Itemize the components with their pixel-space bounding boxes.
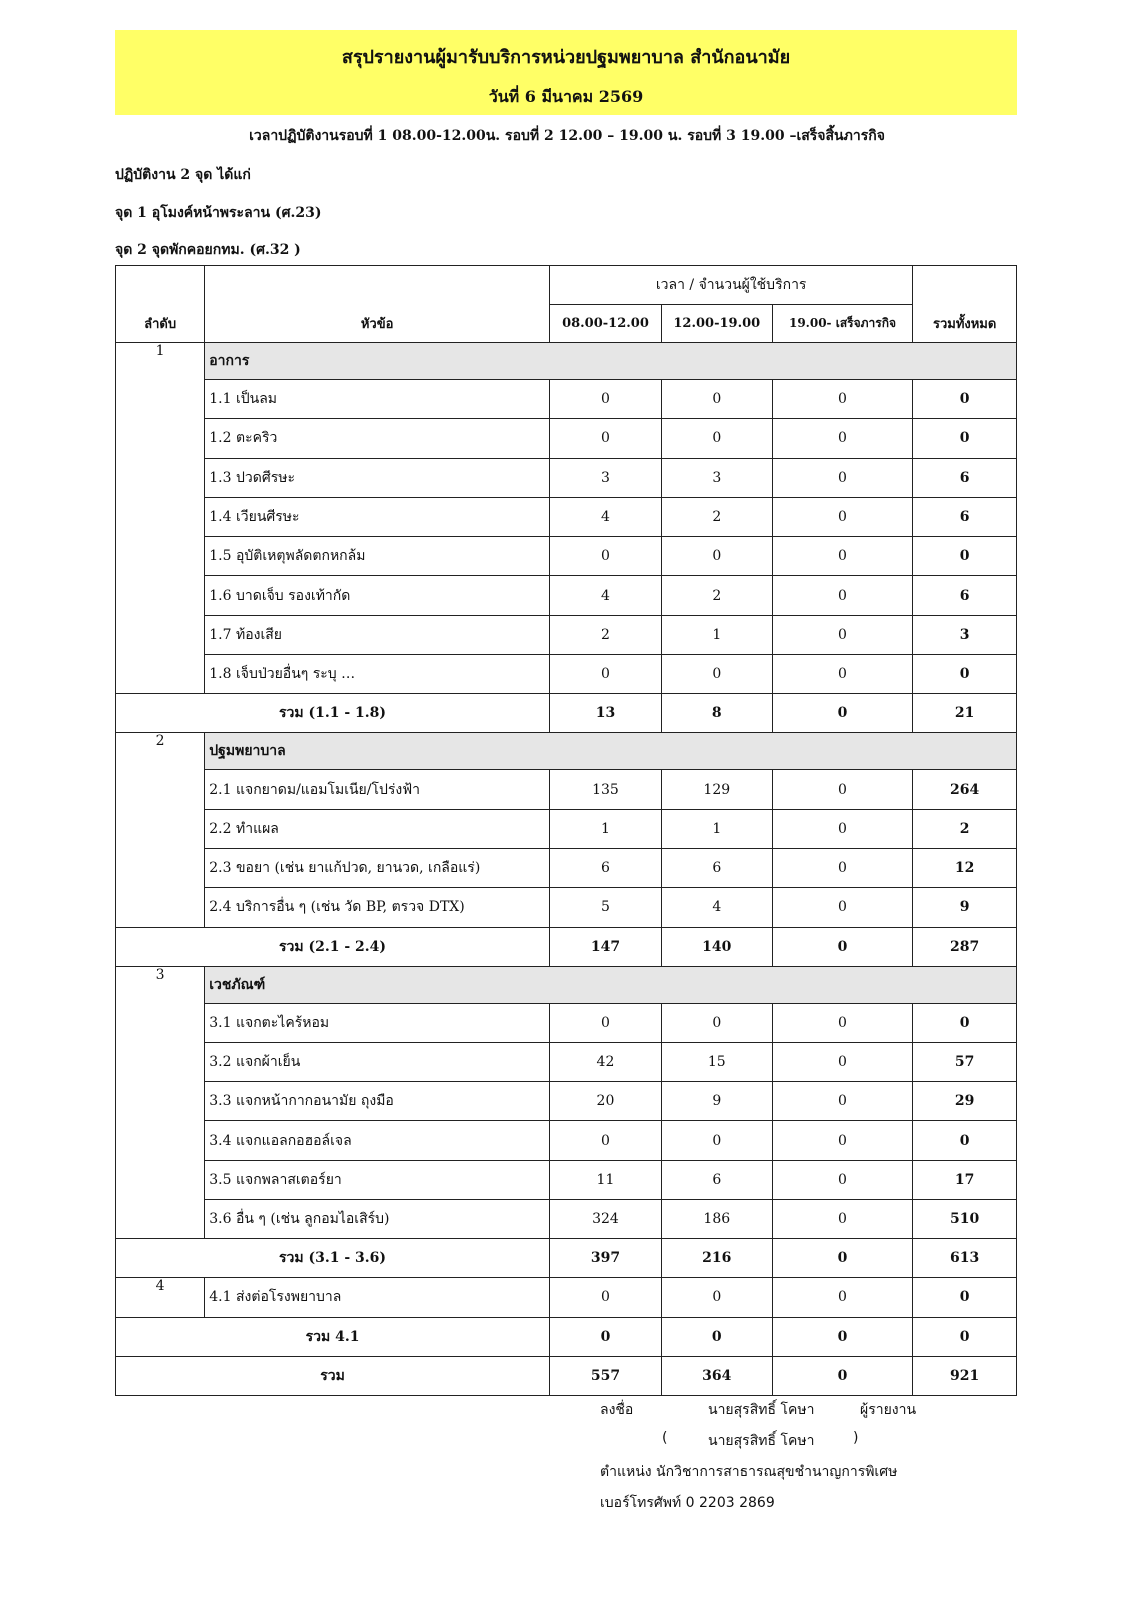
subtotal-row xyxy=(116,927,1017,966)
item-label: 3.6 อื่น ๆ (เช่น ลูกอมไอเสิร์บ) xyxy=(205,1200,550,1239)
shift-1-count: 2 xyxy=(550,615,662,654)
shift-3-count: 0 xyxy=(772,770,913,809)
service-point-2: จุด 2 จุดพักคอยกทม. (ศ.32 ) xyxy=(115,242,301,258)
subtotal-shift-2: 0 xyxy=(661,1317,772,1356)
subtotal-label: รวม (2.1 - 2.4) xyxy=(116,927,550,966)
shift-2-count: 0 xyxy=(661,419,772,458)
signer-position: ตำแหน่ง นักวิชาการสาธารณสุขชำนาญการพิเศษ xyxy=(600,1464,898,1480)
shift-1-count: 135 xyxy=(550,770,662,809)
shift-2-count: 0 xyxy=(661,1121,772,1160)
subtotal-shift-3: 0 xyxy=(772,1317,913,1356)
table-row xyxy=(116,576,1017,615)
row-total: 3 xyxy=(913,615,1017,654)
shift-1-count: 0 xyxy=(550,419,662,458)
report-date: วันที่ 6 มีนาคม 2569 xyxy=(488,87,644,106)
item-label: 2.1 แจกยาดม/แอมโมเนีย/โปร่งฟ้า xyxy=(205,770,550,809)
shift-2-count: 129 xyxy=(661,770,772,809)
signer-phone: เบอร์โทรศัพท์ 0 2203 2869 xyxy=(600,1495,775,1511)
subtotal-total: 613 xyxy=(913,1239,1017,1278)
shift-2-count: 3 xyxy=(661,458,772,497)
shift-3-count: 0 xyxy=(772,1042,913,1081)
item-label: 2.2 ทำแผล xyxy=(205,809,550,848)
col-header-total: รวมทั้งหมด xyxy=(913,266,1017,343)
paren-close: ) xyxy=(853,1430,859,1446)
grand-total-shift-3: 0 xyxy=(772,1356,913,1395)
shift-2-count: 6 xyxy=(661,1160,772,1199)
row-total: 6 xyxy=(913,497,1017,536)
shift-1-count: 11 xyxy=(550,1160,662,1199)
shift-2-count: 1 xyxy=(661,809,772,848)
row-total: 0 xyxy=(913,655,1017,694)
shift-1-count: 0 xyxy=(550,1121,662,1160)
shift-2-count: 0 xyxy=(661,537,772,576)
shift-1-count: 4 xyxy=(550,497,662,536)
report-title: สรุปรายงานผู้มารับบริการหน่วยปฐมพยาบาล สำนักอนามัย xyxy=(341,47,791,68)
shift-2-count: 9 xyxy=(661,1082,772,1121)
grand-total-shift-1: 557 xyxy=(550,1356,662,1395)
signature-label: ลงชื่อ xyxy=(600,1402,634,1418)
shift-3-count: 0 xyxy=(772,888,913,927)
shift-3-count: 0 xyxy=(772,1160,913,1199)
subtotal-row xyxy=(116,694,1017,733)
table-row xyxy=(116,770,1017,809)
col-header-topic: หัวข้อ xyxy=(205,266,550,343)
subtotal-shift-2: 8 xyxy=(661,694,772,733)
shift-2-count: 0 xyxy=(661,380,772,419)
shift-3-count: 0 xyxy=(772,458,913,497)
grand-total-label: รวม xyxy=(116,1356,550,1395)
shift-3-count: 0 xyxy=(772,1121,913,1160)
section-title: อาการ xyxy=(205,343,1017,380)
subtotal-shift-1: 0 xyxy=(550,1317,662,1356)
section-title: ปฐมพยาบาล xyxy=(205,733,1017,770)
subtotal-label: รวม (3.1 - 3.6) xyxy=(116,1239,550,1278)
grand-total-shift-2: 364 xyxy=(661,1356,772,1395)
table-row xyxy=(116,1121,1017,1160)
table-row xyxy=(116,1278,1017,1317)
item-label: 2.3 ขอยา (เช่น ยาแก้ปวด, ยานวด, เกลือแร่) xyxy=(205,848,550,887)
subtotal-shift-2: 140 xyxy=(661,927,772,966)
row-total: 2 xyxy=(913,809,1017,848)
shift-3-count: 0 xyxy=(772,655,913,694)
item-label: 3.1 แจกตะไคร้หอม xyxy=(205,1003,550,1042)
operating-hours: เวลาปฏิบัติงานรอบที่ 1 08.00-12.00น. รอบที่ 2 12.00 – 19.00 น. รอบที่ 3 19.00 –เสร็จสิ้นภารกิจ xyxy=(249,128,885,144)
table-row xyxy=(116,1082,1017,1121)
item-label: 1.4 เวียนศีรษะ xyxy=(205,497,550,536)
row-total: 17 xyxy=(913,1160,1017,1199)
table-row xyxy=(116,1042,1017,1081)
shift-1-count: 0 xyxy=(550,1003,662,1042)
subtotal-label: รวม (1.1 - 1.8) xyxy=(116,694,550,733)
shift-2-count: 0 xyxy=(661,655,772,694)
row-total: 6 xyxy=(913,458,1017,497)
section-number: 4 xyxy=(116,1278,205,1317)
item-label: 2.4 บริการอื่น ๆ (เช่น วัด BP, ตรวจ DTX) xyxy=(205,888,550,927)
shift-1-count: 0 xyxy=(550,380,662,419)
shift-1-count: 0 xyxy=(550,1278,662,1317)
item-label: 1.3 ปวดศีรษะ xyxy=(205,458,550,497)
item-label: 1.6 บาดเจ็บ รองเท้ากัด xyxy=(205,576,550,615)
row-total: 0 xyxy=(913,419,1017,458)
item-label: 1.5 อุบัติเหตุพลัดตกหกล้ม xyxy=(205,537,550,576)
row-total: 510 xyxy=(913,1200,1017,1239)
printed-name: นายสุรสิทธิ์ โคษา xyxy=(708,1433,815,1449)
shift-2-count: 4 xyxy=(661,888,772,927)
shift-3-count: 0 xyxy=(772,809,913,848)
shift-2-count: 0 xyxy=(661,1278,772,1317)
section-title: เวชภัณฑ์ xyxy=(205,966,1017,1003)
report-table xyxy=(115,265,1017,1396)
subtotal-shift-2: 216 xyxy=(661,1239,772,1278)
item-label: 1.8 เจ็บป่วยอื่นๆ ระบุ … xyxy=(205,655,550,694)
item-label: 3.2 แจกผ้าเย็น xyxy=(205,1042,550,1081)
row-total: 0 xyxy=(913,1003,1017,1042)
shift-1-count: 5 xyxy=(550,888,662,927)
table-row xyxy=(116,497,1017,536)
subtotal-shift-1: 397 xyxy=(550,1239,662,1278)
item-label: 1.1 เป็นลม xyxy=(205,380,550,419)
shift-3-count: 0 xyxy=(772,1082,913,1121)
section-header-row xyxy=(116,343,1017,380)
table-row xyxy=(116,419,1017,458)
shift-1-count: 0 xyxy=(550,655,662,694)
section-header-row xyxy=(116,733,1017,770)
shift-2-count: 2 xyxy=(661,576,772,615)
signature-role: ผู้รายงาน xyxy=(860,1402,917,1418)
paren-open: ( xyxy=(662,1430,668,1446)
row-total: 12 xyxy=(913,848,1017,887)
subtotal-total: 287 xyxy=(913,927,1017,966)
shift-1-count: 0 xyxy=(550,537,662,576)
shift-1-count: 6 xyxy=(550,848,662,887)
shift-3-count: 0 xyxy=(772,576,913,615)
subtotal-shift-1: 147 xyxy=(550,927,662,966)
grand-total-total: 921 xyxy=(913,1356,1017,1395)
shift-3-count: 0 xyxy=(772,380,913,419)
row-total: 0 xyxy=(913,380,1017,419)
item-label: 3.4 แจกแอลกอฮอล์เจล xyxy=(205,1121,550,1160)
row-total: 29 xyxy=(913,1082,1017,1121)
row-total: 0 xyxy=(913,1121,1017,1160)
grand-total-row xyxy=(116,1356,1017,1395)
item-label: 4.1 ส่งต่อโรงพยาบาล xyxy=(205,1278,550,1317)
table-row xyxy=(116,655,1017,694)
shift-3-count: 0 xyxy=(772,537,913,576)
subtotal-total: 0 xyxy=(913,1317,1017,1356)
table-row xyxy=(116,458,1017,497)
subtotal-shift-3: 0 xyxy=(772,694,913,733)
subtotal-row xyxy=(116,1317,1017,1356)
service-point-1: จุด 1 อุโมงค์หน้าพระลาน (ศ.23) xyxy=(115,205,322,221)
table-row xyxy=(116,848,1017,887)
col-header-shift-3: 19.00- เสร็จภารกิจ xyxy=(772,305,913,343)
shift-2-count: 6 xyxy=(661,848,772,887)
operations-count: ปฏิบัติงาน 2 จุด ได้แก่ xyxy=(115,167,251,183)
subtotal-shift-1: 13 xyxy=(550,694,662,733)
table-row xyxy=(116,615,1017,654)
shift-2-count: 186 xyxy=(661,1200,772,1239)
section-number: 1 xyxy=(116,343,205,694)
shift-2-count: 0 xyxy=(661,1003,772,1042)
shift-2-count: 1 xyxy=(661,615,772,654)
table-row xyxy=(116,1200,1017,1239)
subtotal-row xyxy=(116,1239,1017,1278)
row-total: 57 xyxy=(913,1042,1017,1081)
row-total: 0 xyxy=(913,537,1017,576)
subtotal-label: รวม 4.1 xyxy=(116,1317,550,1356)
row-total: 9 xyxy=(913,888,1017,927)
item-label: 1.2 ตะคริว xyxy=(205,419,550,458)
subtotal-shift-3: 0 xyxy=(772,1239,913,1278)
item-label: 3.5 แจกพลาสเตอร์ยา xyxy=(205,1160,550,1199)
shift-1-count: 42 xyxy=(550,1042,662,1081)
subtotal-total: 21 xyxy=(913,694,1017,733)
shift-3-count: 0 xyxy=(772,419,913,458)
col-header-no: ลำดับ xyxy=(116,266,205,343)
subtotal-shift-3: 0 xyxy=(772,927,913,966)
section-header-row xyxy=(116,966,1017,1003)
row-total: 264 xyxy=(913,770,1017,809)
title-banner xyxy=(115,30,1017,115)
section-number: 2 xyxy=(116,733,205,927)
table-row xyxy=(116,380,1017,419)
shift-3-count: 0 xyxy=(772,497,913,536)
shift-3-count: 0 xyxy=(772,1003,913,1042)
table-row xyxy=(116,1003,1017,1042)
table-row xyxy=(116,1160,1017,1199)
shift-1-count: 324 xyxy=(550,1200,662,1239)
row-total: 6 xyxy=(913,576,1017,615)
shift-1-count: 3 xyxy=(550,458,662,497)
shift-1-count: 1 xyxy=(550,809,662,848)
col-header-shift-1: 08.00-12.00 xyxy=(550,305,662,343)
shift-3-count: 0 xyxy=(772,1278,913,1317)
table-row xyxy=(116,888,1017,927)
shift-1-count: 20 xyxy=(550,1082,662,1121)
row-total: 0 xyxy=(913,1278,1017,1317)
item-label: 1.7 ท้องเสีย xyxy=(205,615,550,654)
item-label: 3.3 แจกหน้ากากอนามัย ถุงมือ xyxy=(205,1082,550,1121)
section-number: 3 xyxy=(116,966,205,1239)
col-header-time-group: เวลา / จำนวนผู้ใช้บริการ xyxy=(550,266,913,305)
col-header-shift-2: 12.00-19.00 xyxy=(661,305,772,343)
table-row xyxy=(116,809,1017,848)
shift-3-count: 0 xyxy=(772,1200,913,1239)
shift-2-count: 15 xyxy=(661,1042,772,1081)
report-body xyxy=(116,343,1017,1396)
shift-3-count: 0 xyxy=(772,848,913,887)
shift-3-count: 0 xyxy=(772,615,913,654)
shift-2-count: 2 xyxy=(661,497,772,536)
shift-1-count: 4 xyxy=(550,576,662,615)
signature-name: นายสุรสิทธิ์ โคษา xyxy=(708,1402,815,1418)
table-row xyxy=(116,537,1017,576)
